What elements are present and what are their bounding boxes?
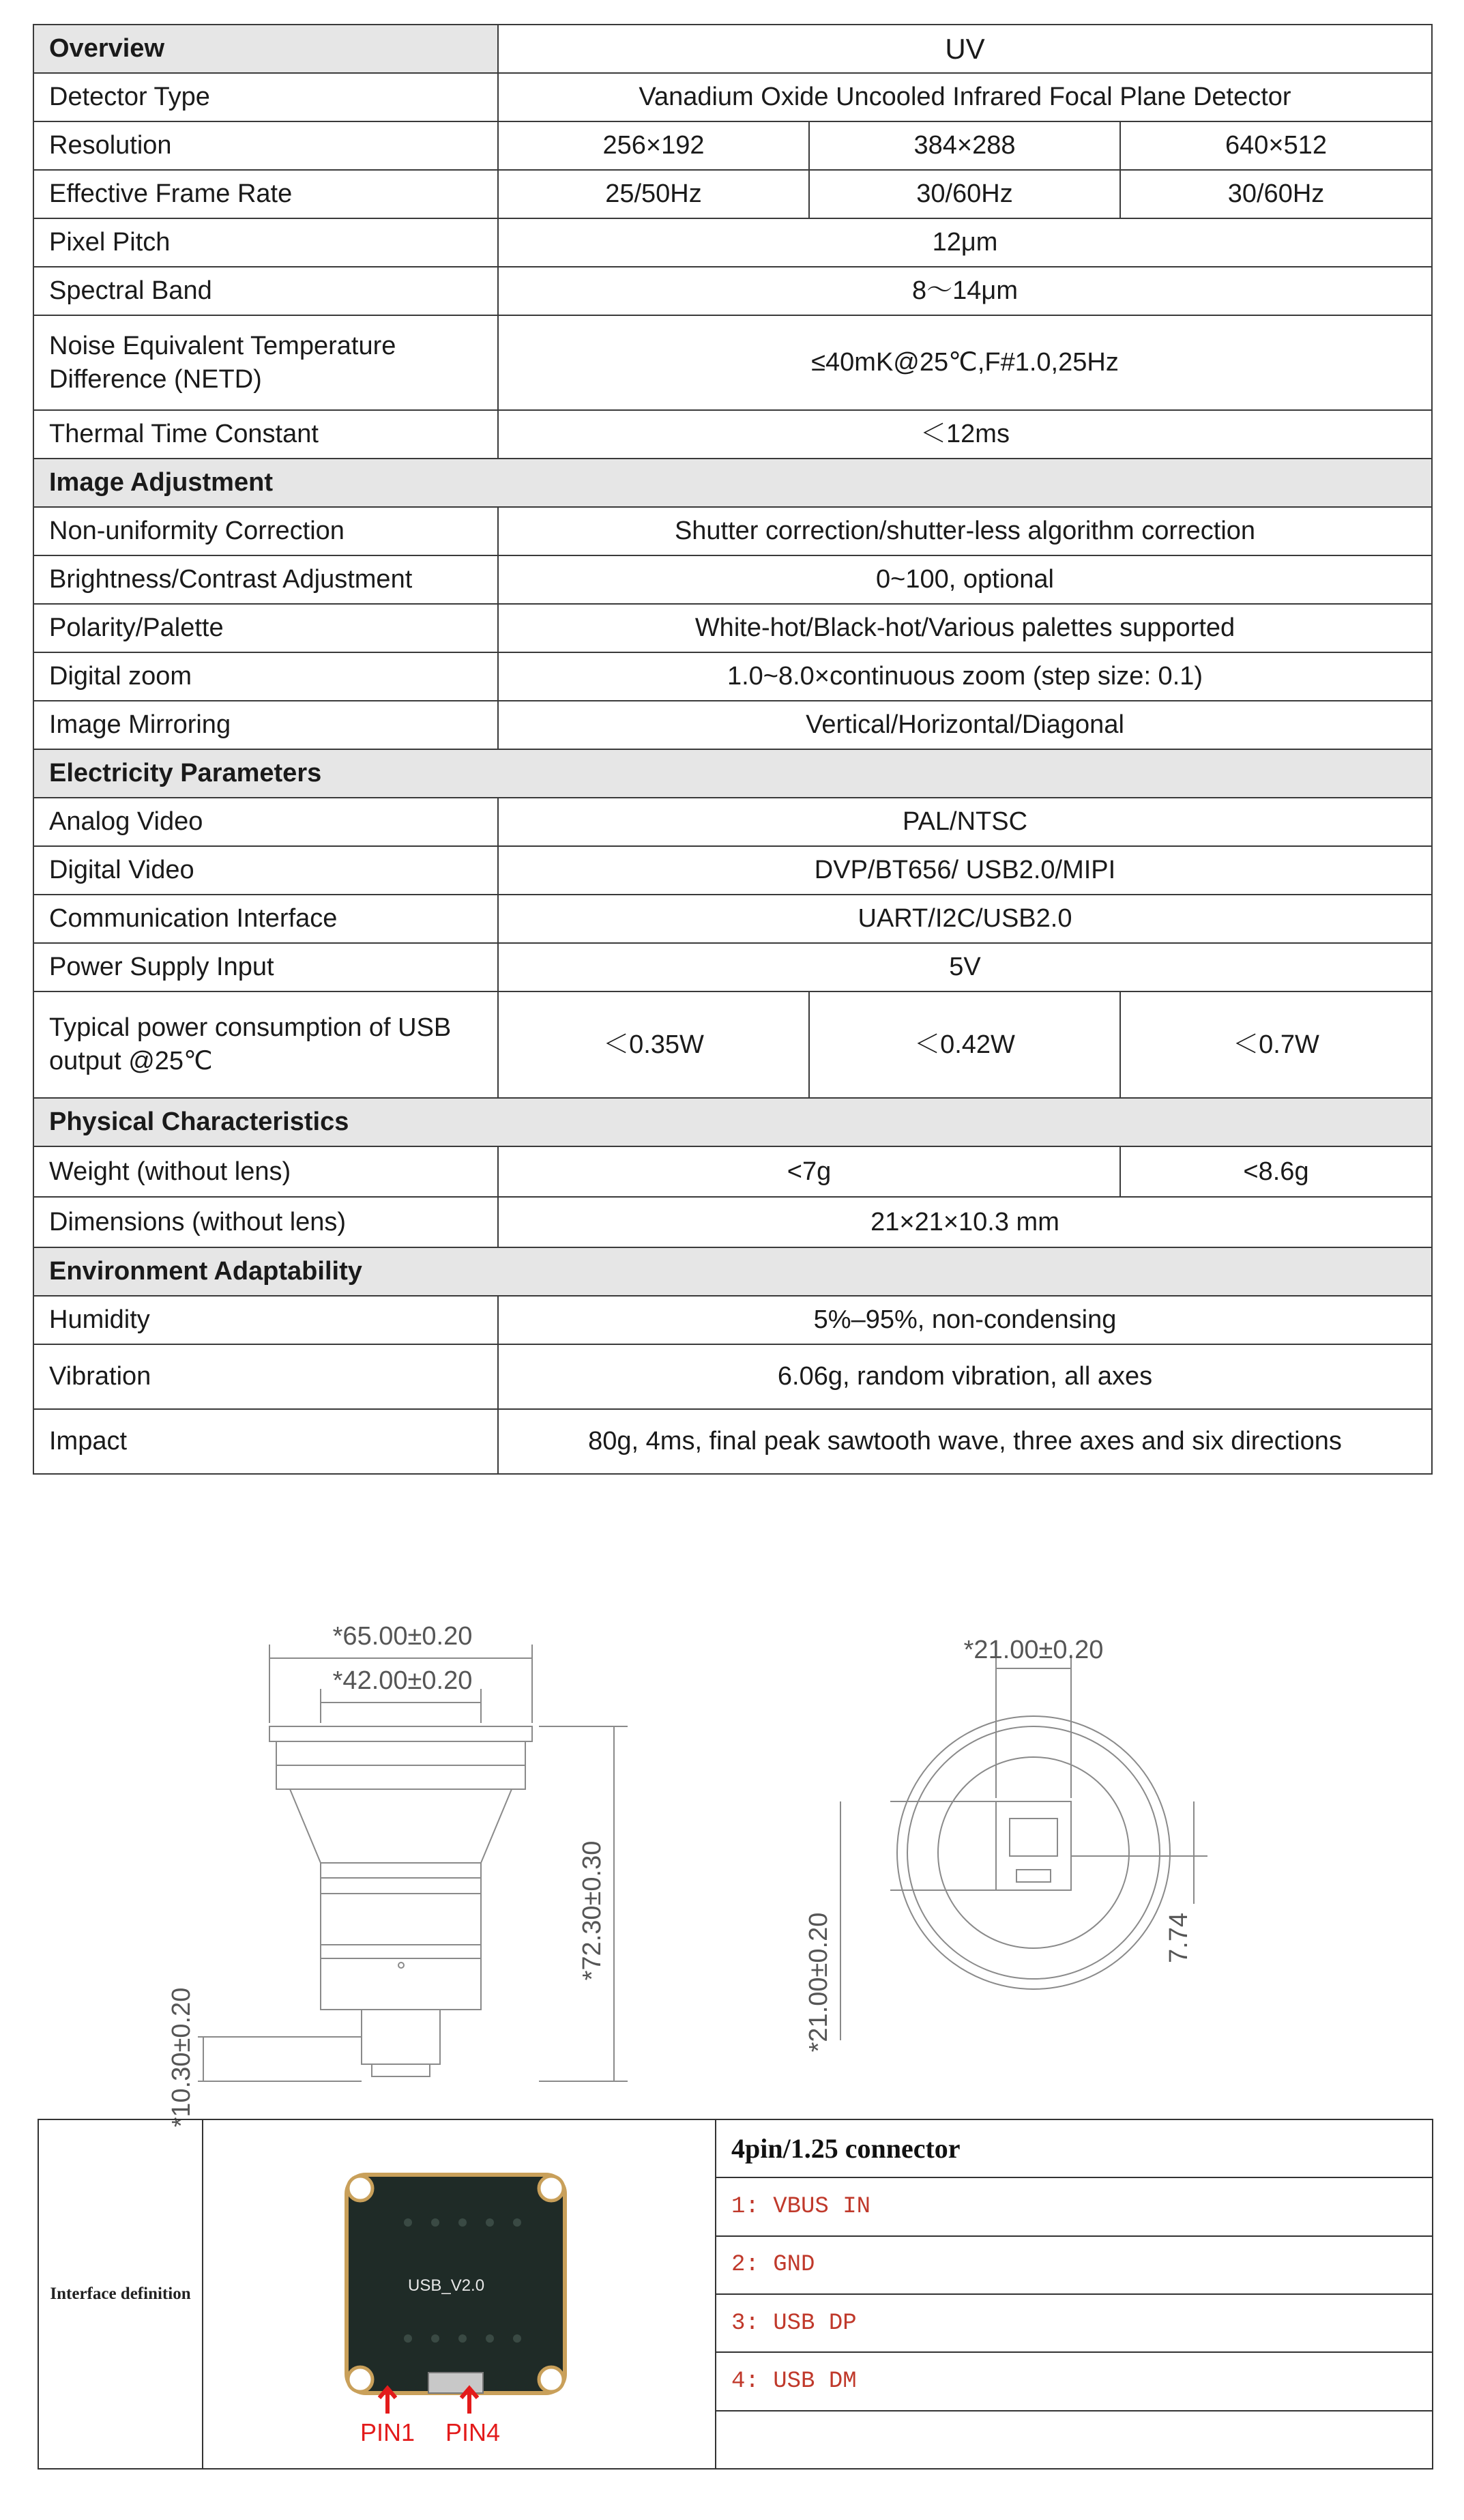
impact-value: 80g, 4ms, final peak sawtooth wave, three axes and six directions [498, 1409, 1432, 1474]
power-consumption-value-2: ＜0.42W [809, 991, 1120, 1098]
polarity-value: White-hot/Black-hot/Various palettes supported [498, 604, 1432, 652]
board [362, 2010, 440, 2064]
row-humidity [33, 1296, 1432, 1344]
dim-inner-width: *42.00±0.20 [332, 1666, 473, 1695]
pin1-arrow-icon [379, 2388, 396, 2414]
frame-rate-value-3: 30/60Hz [1120, 170, 1432, 218]
mount-hole-icon [539, 2367, 563, 2392]
resolution-label: Resolution [33, 121, 498, 170]
section-environment: Environment Adaptability [33, 1247, 1432, 1296]
thermal-time-value: ＜12ms [498, 410, 1432, 459]
row-impact [33, 1409, 1432, 1474]
polarity-label: Polarity/Palette [33, 604, 498, 652]
spec-table-container [33, 24, 1431, 1475]
impact-label: Impact [33, 1409, 498, 1474]
power-consumption-value-3: ＜0.7W [1120, 991, 1432, 1098]
row-mirroring [33, 701, 1432, 749]
analog-video-label: Analog Video [33, 798, 498, 846]
pin4-label: PIN4 [445, 2418, 501, 2446]
interface-label: Interface definition [38, 2119, 203, 2469]
lens-rim [269, 1726, 532, 1741]
pin-3: 3: USB DP [716, 2294, 1432, 2352]
row-image-adjustment [33, 459, 1432, 507]
section-electricity: Electricity Parameters [33, 749, 1432, 798]
row-zoom [33, 652, 1432, 701]
power-consumption-value-1: ＜0.35W [498, 991, 809, 1098]
zoom-value: 1.0~8.0×continuous zoom (step size: 0.1) [498, 652, 1432, 701]
detector-type-label: Detector Type [33, 73, 498, 121]
row-polarity [33, 604, 1432, 652]
row-thermal-time [33, 410, 1432, 459]
section-physical: Physical Characteristics [33, 1098, 1432, 1146]
nuc-label: Non-uniformity Correction [33, 507, 498, 555]
brightness-value: 0~100, optional [498, 555, 1432, 604]
comm-label: Communication Interface [33, 895, 498, 943]
mount-hole-icon [539, 2176, 563, 2201]
connector-title: 4pin/1.25 connector [716, 2120, 1432, 2177]
usb-connector [428, 2373, 483, 2393]
analog-video-value: PAL/NTSC [498, 798, 1432, 846]
power-input-label: Power Supply Input [33, 943, 498, 991]
housing-lower [321, 1945, 481, 2010]
pixel-pitch-value: 12μm [498, 218, 1432, 267]
connector [372, 2064, 430, 2076]
row-frame-rate [33, 170, 1432, 218]
dim-height: *72.30±0.30 [578, 1840, 606, 1981]
dimensions-value: 21×21×10.3 mm [498, 1197, 1432, 1247]
humidity-value: 5%–95%, non-condensing [498, 1296, 1432, 1344]
dimensions-label: Dimensions (without lens) [33, 1197, 498, 1247]
pin1-label: PIN1 [360, 2418, 415, 2446]
pin-4: 4: USB DM [716, 2352, 1432, 2410]
row-nuc [33, 507, 1432, 555]
section-overview: Overview [33, 25, 498, 73]
spec-table [33, 24, 1433, 1475]
frame-rate-label: Effective Frame Rate [33, 170, 498, 218]
dim-board-thickness: *10.30±0.20 [167, 1987, 196, 2128]
dim-board-height: *21.00±0.20 [804, 1912, 833, 2053]
board-silkscreen: USB_V2.0 [408, 2276, 485, 2295]
board-photo [203, 2120, 715, 2465]
row-physical [33, 1098, 1432, 1146]
pin-table [716, 2120, 1432, 2468]
board-photo-cell [203, 2119, 716, 2469]
spectral-band-value: 8～14μm [498, 267, 1432, 315]
front-view-drawing [840, 1655, 1207, 2040]
pin-1: 1: VBUS IN [716, 2177, 1432, 2235]
interface-table [38, 2119, 1433, 2470]
weight-label: Weight (without lens) [33, 1146, 498, 1197]
pin4-arrow-icon [461, 2388, 478, 2414]
frame-rate-value-2: 30/60Hz [809, 170, 1120, 218]
pin-2: 2: GND [716, 2236, 1432, 2294]
dim-board-width: *21.00±0.20 [963, 1636, 1104, 1664]
interface-definition [38, 2119, 1433, 2463]
row-comm [33, 895, 1432, 943]
row-power-consumption [33, 991, 1432, 1098]
row-weight [33, 1146, 1432, 1197]
brightness-label: Brightness/Contrast Adjustment [33, 555, 498, 604]
section-image-adjustment: Image Adjustment [33, 459, 1432, 507]
row-power-input [33, 943, 1432, 991]
row-resolution [33, 121, 1432, 170]
row-netd [33, 315, 1432, 410]
detector-type-value: Vanadium Oxide Uncooled Infrared Focal Plane Detector [498, 73, 1432, 121]
humidity-label: Humidity [33, 1296, 498, 1344]
pin-definition-cell [716, 2119, 1433, 2469]
zoom-label: Digital zoom [33, 652, 498, 701]
vibration-value: 6.06g, random vibration, all axes [498, 1344, 1432, 1409]
row-vibration [33, 1344, 1432, 1409]
thermal-time-label: Thermal Time Constant [33, 410, 498, 459]
lens-inner-circle [907, 1726, 1160, 1979]
resolution-value-1: 256×192 [498, 121, 809, 170]
power-input-value: 5V [498, 943, 1432, 991]
netd-value: ≤40mK@25℃,F#1.0,25Hz [498, 315, 1432, 410]
row-digital-video [33, 846, 1432, 895]
mirroring-value: Vertical/Horizontal/Diagonal [498, 701, 1432, 749]
row-electricity [33, 749, 1432, 798]
lens-taper [290, 1789, 512, 1863]
pixel-pitch-label: Pixel Pitch [33, 218, 498, 267]
row-brightness [33, 555, 1432, 604]
row-analog-video [33, 798, 1432, 846]
row-dimensions [33, 1197, 1432, 1247]
netd-label: Noise Equivalent Temperature Difference (NETD) [33, 315, 498, 410]
weight-value-1: <7g [498, 1146, 1120, 1197]
side-view-drawing [198, 1645, 628, 2081]
spectral-band-label: Spectral Band [33, 267, 498, 315]
comm-value: UART/I2C/USB2.0 [498, 895, 1432, 943]
row-detector-type [33, 73, 1432, 121]
dim-offset: 7.74 [1165, 1913, 1193, 1963]
mirroring-label: Image Mirroring [33, 701, 498, 749]
dimension-drawings [0, 1542, 1464, 2129]
resolution-value-3: 640×512 [1120, 121, 1432, 170]
pin-empty-row [716, 2411, 1432, 2468]
dim-outer-width: *65.00±0.20 [332, 1622, 473, 1651]
digital-video-label: Digital Video [33, 846, 498, 895]
sensor-board [996, 1801, 1071, 1890]
nuc-value: Shutter correction/shutter-less algorithm correction [498, 507, 1432, 555]
digital-video-value: DVP/BT656/ USB2.0/MIPI [498, 846, 1432, 895]
housing [321, 1894, 481, 1945]
mount-hole-icon [348, 2367, 372, 2392]
row-environment [33, 1247, 1432, 1296]
vibration-label: Vibration [33, 1344, 498, 1409]
power-consumption-label: Typical power consumption of USB output @25℃ [33, 991, 498, 1098]
row-pixel-pitch [33, 218, 1432, 267]
frame-rate-value-1: 25/50Hz [498, 170, 809, 218]
mount-hole-icon [348, 2176, 372, 2201]
row-spectral-band [33, 267, 1432, 315]
weight-value-2: <8.6g [1120, 1146, 1432, 1197]
row-overview [33, 25, 1432, 73]
resolution-value-2: 384×288 [809, 121, 1120, 170]
overview-value: UV [498, 25, 1432, 73]
